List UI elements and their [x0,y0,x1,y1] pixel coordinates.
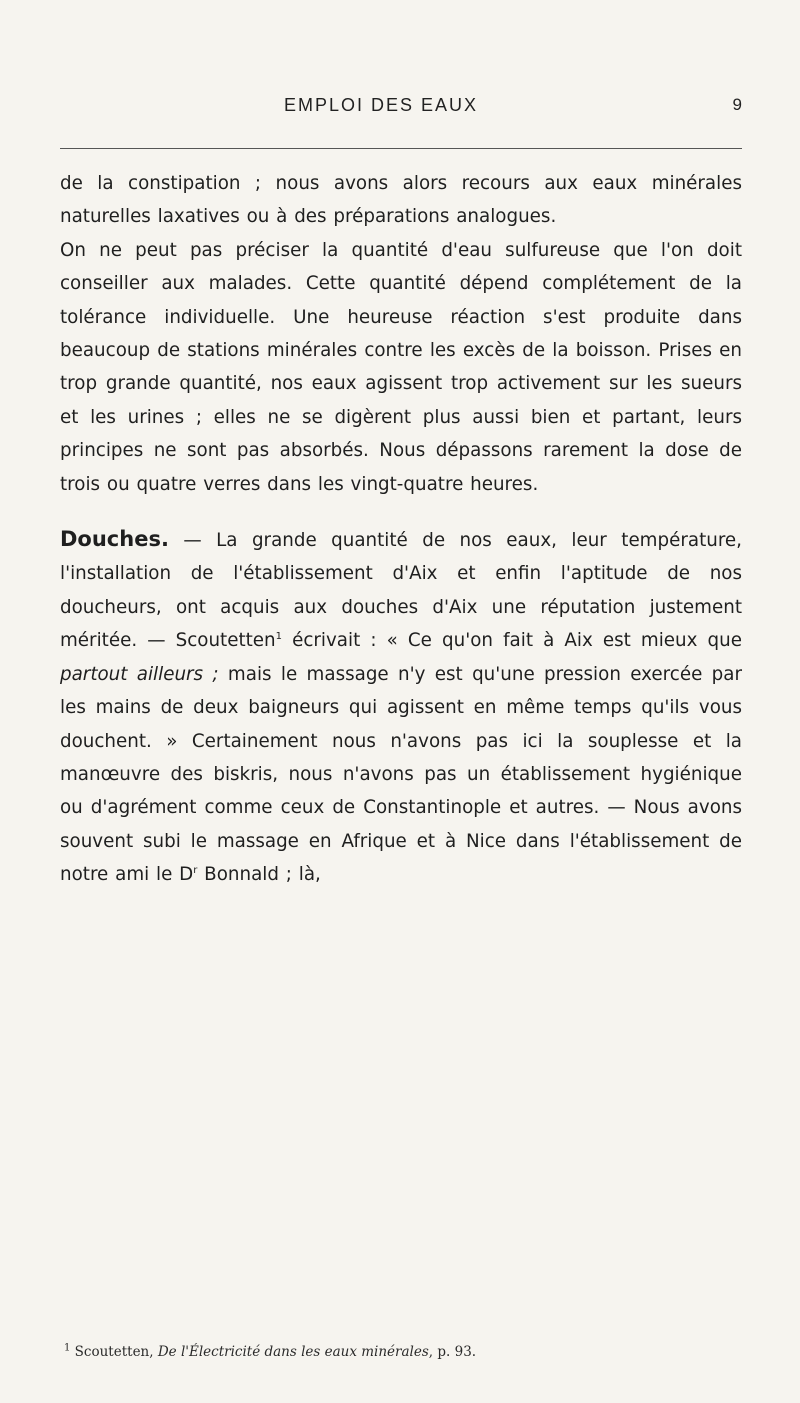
douches-text-d: Bonnald ; là, [197,864,321,886]
footnote-title: De l'Électricité dans les eaux minérales [157,1344,429,1360]
douches-text-c: mais le massage n'y est qu'une pression exercée par les mains de deux baigneurs qui agissent en même temps qu'ils vous douchent. » Certainement nous n'avons pas ici la souplesse et la manœuvre des biskris, nous n'avons pas un établissement hygiénique ou d'agrément comme ceux de Constantinople et autres. — Nous avons souvent subi le massage en Afrique et à Nice dans l'établissement de notre ami le D [60,663,743,886]
book-page [60,0,742,1403]
body-text [60,167,742,892]
douches-text-b: écrivait : « Ce qu'on fait à Aix est mieux que [282,630,742,652]
paragraph-constipation: de la constipation ; nous avons alors recours aux eaux minérales naturelles laxatives ou à des préparations analogues. [60,173,742,228]
footnote-marker: 1 [64,1342,71,1354]
paragraph-douches [60,523,742,891]
page-number: 9 [732,95,742,114]
footnote-ref: , p. 93. [428,1344,477,1360]
dr-superscript: r [193,865,198,877]
douches-italic: partout ailleurs ; [60,663,219,685]
footnote [64,1344,744,1360]
footnote-ref-1: 1 [275,631,282,643]
section-heading-douches: Douches. [60,527,169,552]
paragraph-quantity: On ne peut pas préciser la quantité d'eau sulfureuse que l'on doit conseiller aux malades. Cette quantité dépend complétement de la tolérance individuelle. Une heureuse réaction s'est produite dans beaucoup de stations minérales contre les excès de la boisson. Prises en trop grande quantité, nos eaux agissent trop activement sur les sueurs et les urines ; elles ne se digèrent plus aussi bien et partant, leurs principes ne sont pas absorbés. Nous dépassons rarement la dose de trois ou quatre verres dans les vingt-quatre heures. [60,239,742,495]
douches-text-a: — La grande quantité de nos eaux, leur température, l'installation de l'établissement d'Aix et enfin l'aptitude de nos doucheurs, ont acquis aux douches d'Aix une réputation justement méritée. — Scoutetten [60,530,742,652]
footnote-author: Scoutetten, [74,1344,154,1360]
header-rule [60,148,742,149]
running-title: EMPLOI DES EAUX [284,95,479,115]
running-head [60,95,742,125]
